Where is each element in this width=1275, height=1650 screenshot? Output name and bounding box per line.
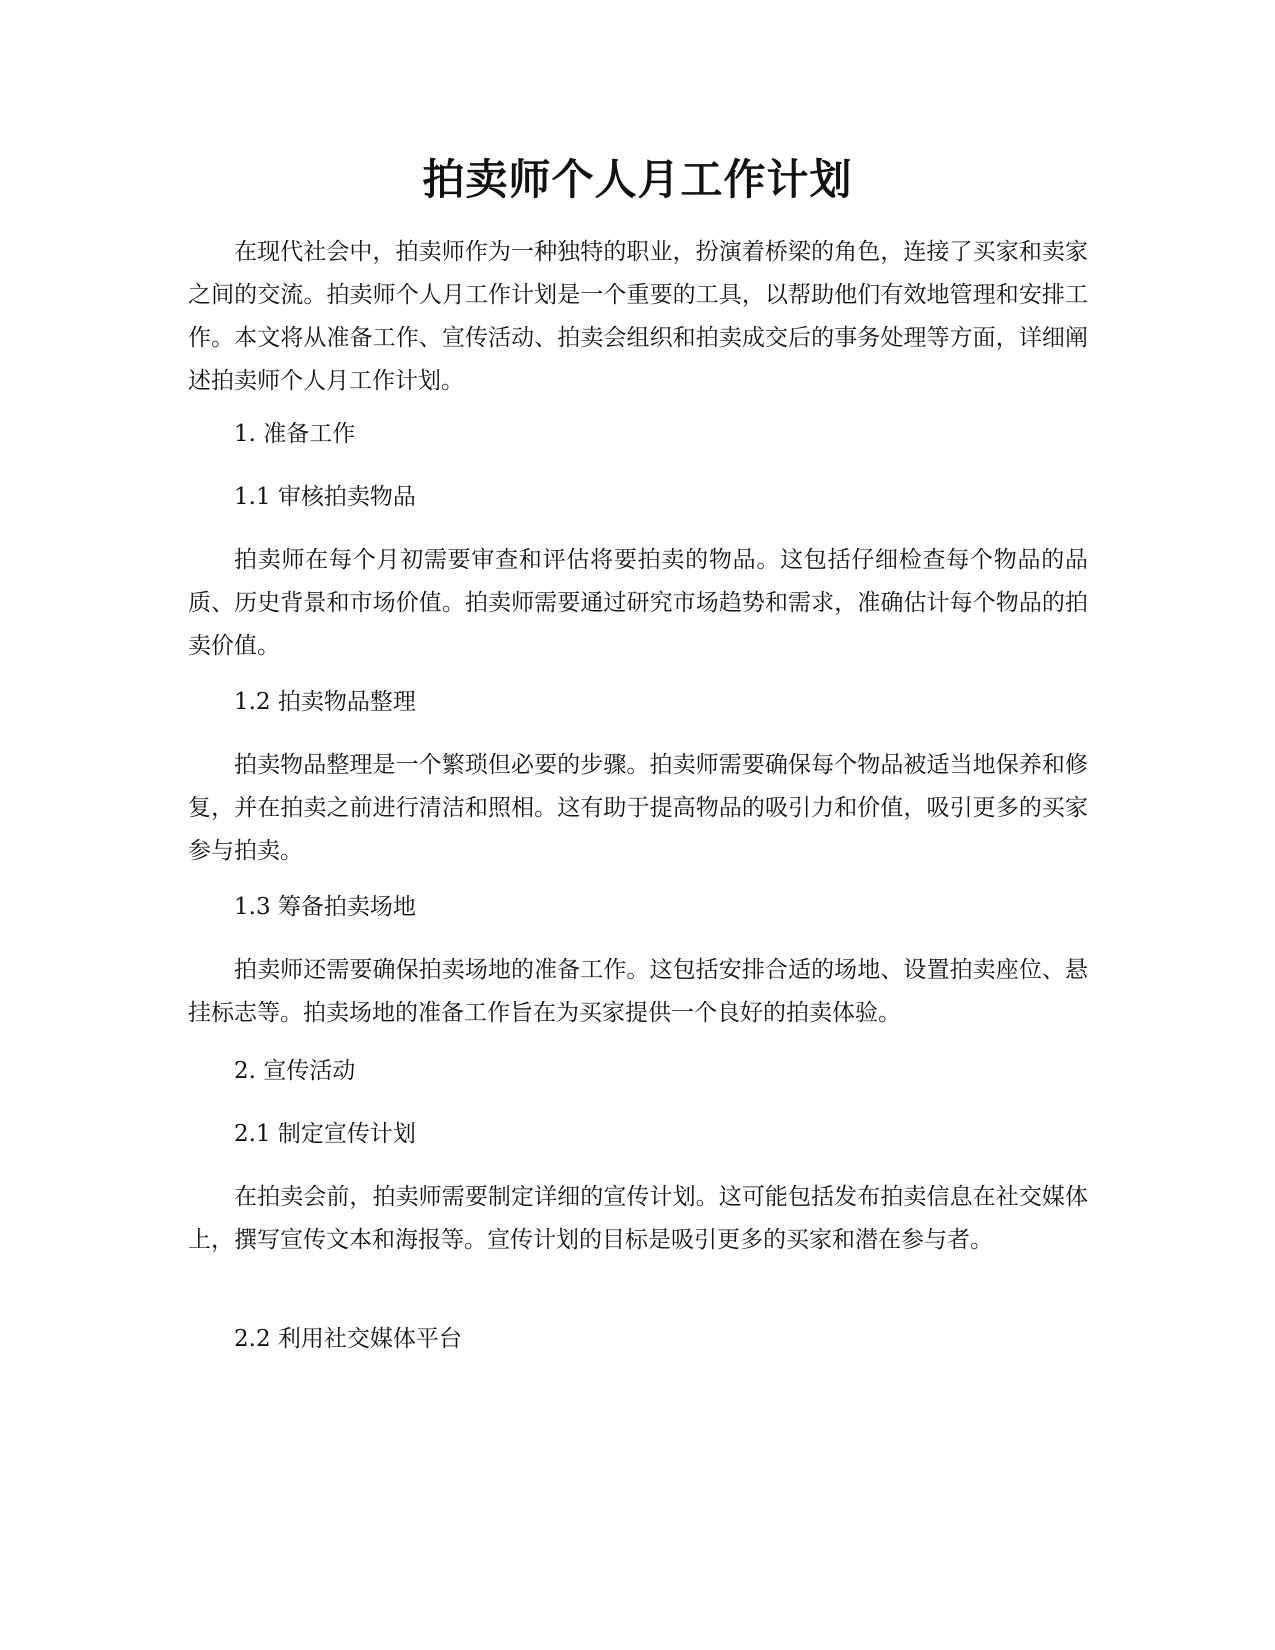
- subsection-paragraph-1-2: 拍卖物品整理是一个繁琐但必要的步骤。拍卖师需要确保每个物品被适当地保养和修复，并在拍卖之前进行清洁和照相。这有助于提高物品的吸引力和价值，吸引更多的买家参与拍卖。: [188, 752, 1088, 864]
- subsection-heading-1-2: 1.2 拍卖物品整理: [234, 689, 416, 715]
- section-heading-1: 1. 准备工作: [234, 421, 356, 447]
- subsection-heading-2-1: 2.1 制定宣传计划: [234, 1121, 416, 1147]
- subsection-heading-2-2: 2.2 利用社交媒体平台: [234, 1326, 462, 1352]
- section-heading-2: 2. 宣传活动: [234, 1058, 356, 1084]
- subsection-heading-1-3: 1.3 筹备拍卖场地: [234, 894, 416, 920]
- subsection-paragraph-2-1: 在拍卖会前，拍卖师需要制定详细的宣传计划。这可能包括发布拍卖信息在社交媒体上，撰写宣传文本和海报等。宣传计划的目标是吸引更多的买家和潜在参与者。: [188, 1184, 1088, 1253]
- document-title: 拍卖师个人月工作计划: [422, 155, 853, 204]
- subsection-paragraph-1-1: 拍卖师在每个月初需要审查和评估将要拍卖的物品。这包括仔细检查每个物品的品质、历史背景和市场价值。拍卖师需要通过研究市场趋势和需求，准确估计每个物品的拍卖价值。: [188, 547, 1088, 659]
- subsection-paragraph-1-3: 拍卖师还需要确保拍卖场地的准备工作。这包括安排合适的场地、设置拍卖座位、悬挂标志等。拍卖场地的准备工作旨在为买家提供一个良好的拍卖体验。: [188, 957, 1088, 1026]
- subsection-heading-1-1: 1.1 审核拍卖物品: [234, 484, 416, 510]
- intro-paragraph: 在现代社会中，拍卖师作为一种独特的职业，扮演着桥梁的角色，连接了买家和卖家之间的交流。拍卖师个人月工作计划是一个重要的工具，以帮助他们有效地管理和安排工作。本文将从准备工作、宣传活动、拍卖会组织和拍卖成交后的事务处理等方面，详细阐述拍卖师个人月工作计划。: [188, 239, 1088, 394]
